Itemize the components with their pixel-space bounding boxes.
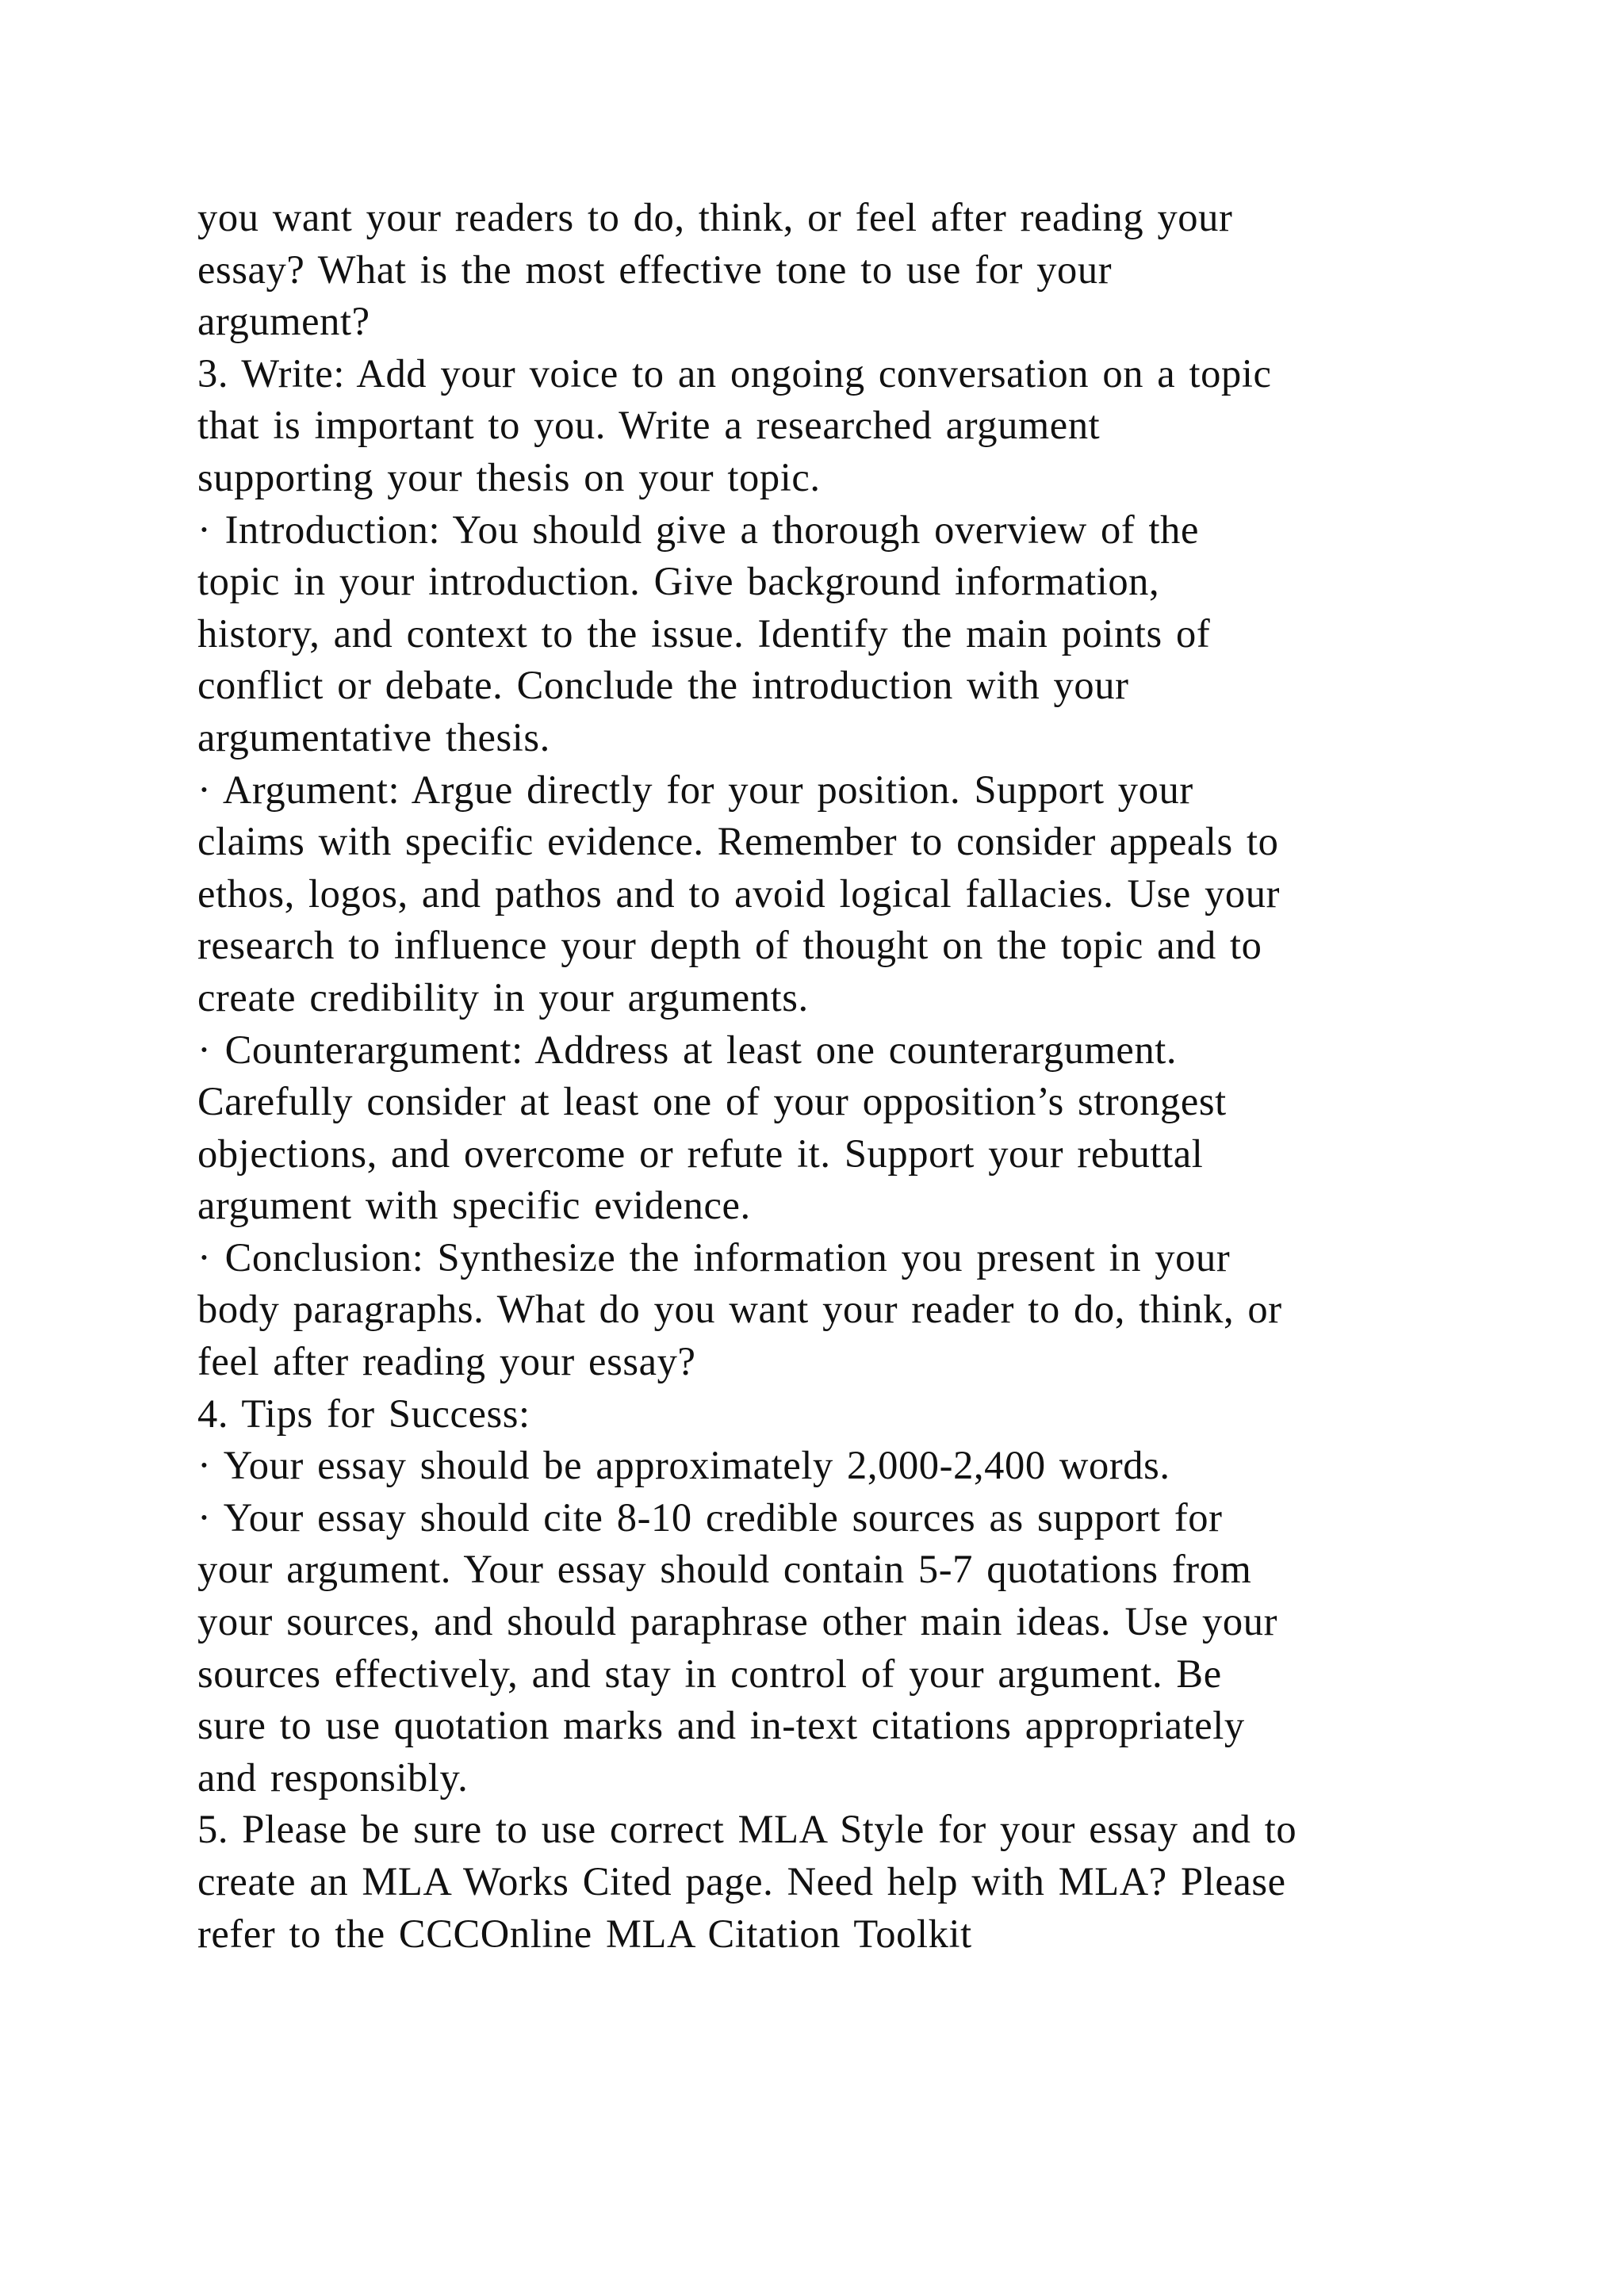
text-line: your sources, and should paraphrase other main ideas. Use your [197, 1599, 1277, 1644]
text-line: you want your readers to do, think, or feel after reading your [197, 195, 1233, 239]
text-line: research to influence your depth of thought on the topic and to [197, 923, 1262, 968]
text-line: argumentative thesis. [197, 714, 550, 760]
text-line: supporting your thesis on your topic. [197, 454, 821, 499]
text-line: argument? [197, 299, 370, 344]
text-line: Carefully consider at least one of your opposition’s strongest [197, 1079, 1227, 1124]
text-line: claims with specific evidence. Remember to consider appeals to [197, 819, 1279, 864]
text-line: · Your essay should cite 8-10 credible sources as support for [197, 1494, 1223, 1540]
text-line: essay? What is the most effective tone to use for your [197, 247, 1113, 292]
document-body-text [197, 192, 1466, 1960]
text-line: · Your essay should be approximately 2,000-2,400 words. [197, 1443, 1170, 1488]
text-line: · Counterargument: Address at least one counterargument. [197, 1027, 1178, 1072]
text-line: 3. Write: Add your voice to an ongoing conversation on a topic [197, 350, 1272, 396]
text-line: · Introduction: You should give a thorough overview of the [197, 507, 1199, 552]
text-line: · Conclusion: Synthesize the information you present in your [197, 1234, 1231, 1280]
text-line: feel after reading your essay? [197, 1339, 696, 1384]
text-line: create credibility in your arguments. [197, 974, 809, 1020]
text-line: create an MLA Works Cited page. Need help with MLA? Please [197, 1859, 1286, 1904]
text-line: history, and context to the issue. Identify the main points of [197, 610, 1211, 656]
text-line: 4. Tips for Success: [197, 1391, 530, 1436]
text-line: objections, and overcome or refute it. Support your rebuttal [197, 1131, 1204, 1176]
text-line: sources effectively, and stay in control of your argument. Be [197, 1651, 1222, 1696]
text-line: body paragraphs. What do you want your reader to do, think, or [197, 1287, 1282, 1332]
text-line: refer to the CCCOnline MLA Citation Toolkit [197, 1911, 972, 1956]
text-line: · Argument: Argue directly for your position. Support your [197, 767, 1193, 812]
text-line: sure to use quotation marks and in-text citations appropriately [197, 1703, 1245, 1748]
text-line: topic in your introduction. Give background information, [197, 559, 1160, 604]
text-line: your argument. Your essay should contain 5-7 quotations from [197, 1547, 1252, 1592]
text-line: ethos, logos, and pathos and to avoid logical fallacies. Use your [197, 871, 1281, 916]
text-line: that is important to you. Write a researched argument [197, 403, 1101, 448]
text-line: conflict or debate. Conclude the introduction with your [197, 663, 1129, 708]
text-line: 5. Please be sure to use correct MLA Style for your essay and to [197, 1807, 1297, 1852]
text-line: argument with specific evidence. [197, 1183, 751, 1228]
text-line: and responsibly. [197, 1755, 469, 1800]
